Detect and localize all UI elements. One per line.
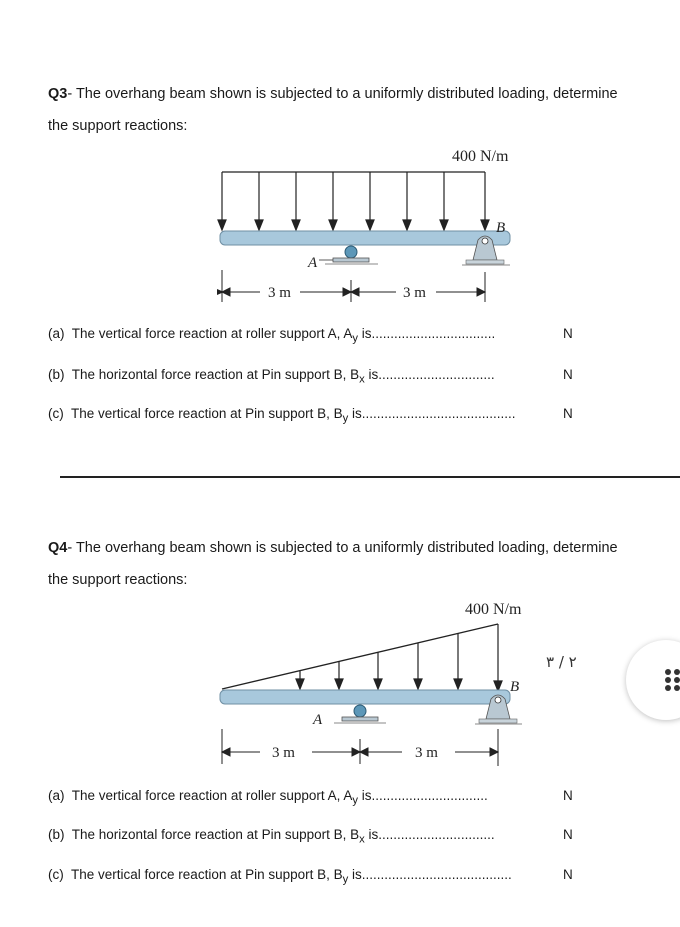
q4-answer-a: (a) The vertical force reaction at roller support A, $A_y$ is...............................: [48, 788, 488, 807]
q4-question-line1: Q4- The overhang beam shown is subjected to a uniformly distributed loading, determine: [48, 540, 618, 556]
q3-load-arrows: [218, 172, 489, 230]
q3-beam-diagram: [200, 140, 540, 310]
q3-question-line1: Q3- The overhang beam shown is subjected to a uniformly distributed loading, determine: [48, 86, 618, 102]
q4-dim-left: 3 m: [272, 745, 295, 761]
q4-answer-c: (c) The vertical force reaction at Pin support B, $B_y$ is........................................: [48, 867, 512, 886]
q4-beam-diagram: [200, 594, 540, 774]
q3-roller-support: [325, 246, 378, 264]
q4-unit-c: N: [563, 867, 573, 882]
q3-label-a: A: [308, 255, 318, 271]
q4-load-label: 400 N/m: [465, 601, 522, 618]
q4-label-a: A: [313, 712, 323, 728]
q3-dim-right: 3 m: [403, 285, 426, 301]
q4-label-b: B: [510, 679, 520, 695]
q3-answer-c: (c) The vertical force reaction at Pin support B, $B_y$ is.........................................: [48, 406, 516, 425]
q4-number: Q4: [48, 540, 68, 556]
section-divider: [60, 476, 680, 478]
q4-unit-b: N: [563, 827, 573, 842]
q3-load-label: 400 N/m: [452, 148, 509, 165]
q4-unit-a: N: [563, 788, 573, 803]
q3-answer-b: (b) The horizontal force reaction at Pin support B, $B_x$ is...............................: [48, 367, 495, 386]
q3-dim-left: 3 m: [268, 285, 291, 301]
q4-load-arrows: [296, 633, 502, 691]
q3-answer-a: (a) The vertical force reaction at roller support A, $A_y$ is.................................: [48, 326, 496, 345]
q3-question-line2: the support reactions:: [48, 118, 188, 134]
q4-question-line2: the support reactions:: [48, 572, 188, 588]
q4-dim-right: 3 m: [415, 745, 438, 761]
q3-unit-b: N: [563, 367, 573, 382]
floating-menu-button[interactable]: [626, 640, 680, 720]
dots-grid-icon: [664, 668, 680, 692]
q3-number: Q3: [48, 86, 68, 102]
q3-dimension-lines: [222, 270, 485, 302]
q4-roller-support: [334, 705, 386, 723]
q4-beam: [220, 690, 510, 704]
q3-unit-a: N: [563, 326, 573, 341]
q4-answer-b: (b) The horizontal force reaction at Pin support B, $B_x$ is...............................: [48, 827, 495, 846]
q4-dimension-lines: [222, 729, 498, 766]
page-indicator: ٢ / ٣: [546, 653, 577, 671]
q3-beam: [220, 231, 510, 245]
q3-unit-c: N: [563, 406, 573, 421]
q3-label-b: B: [496, 220, 506, 236]
